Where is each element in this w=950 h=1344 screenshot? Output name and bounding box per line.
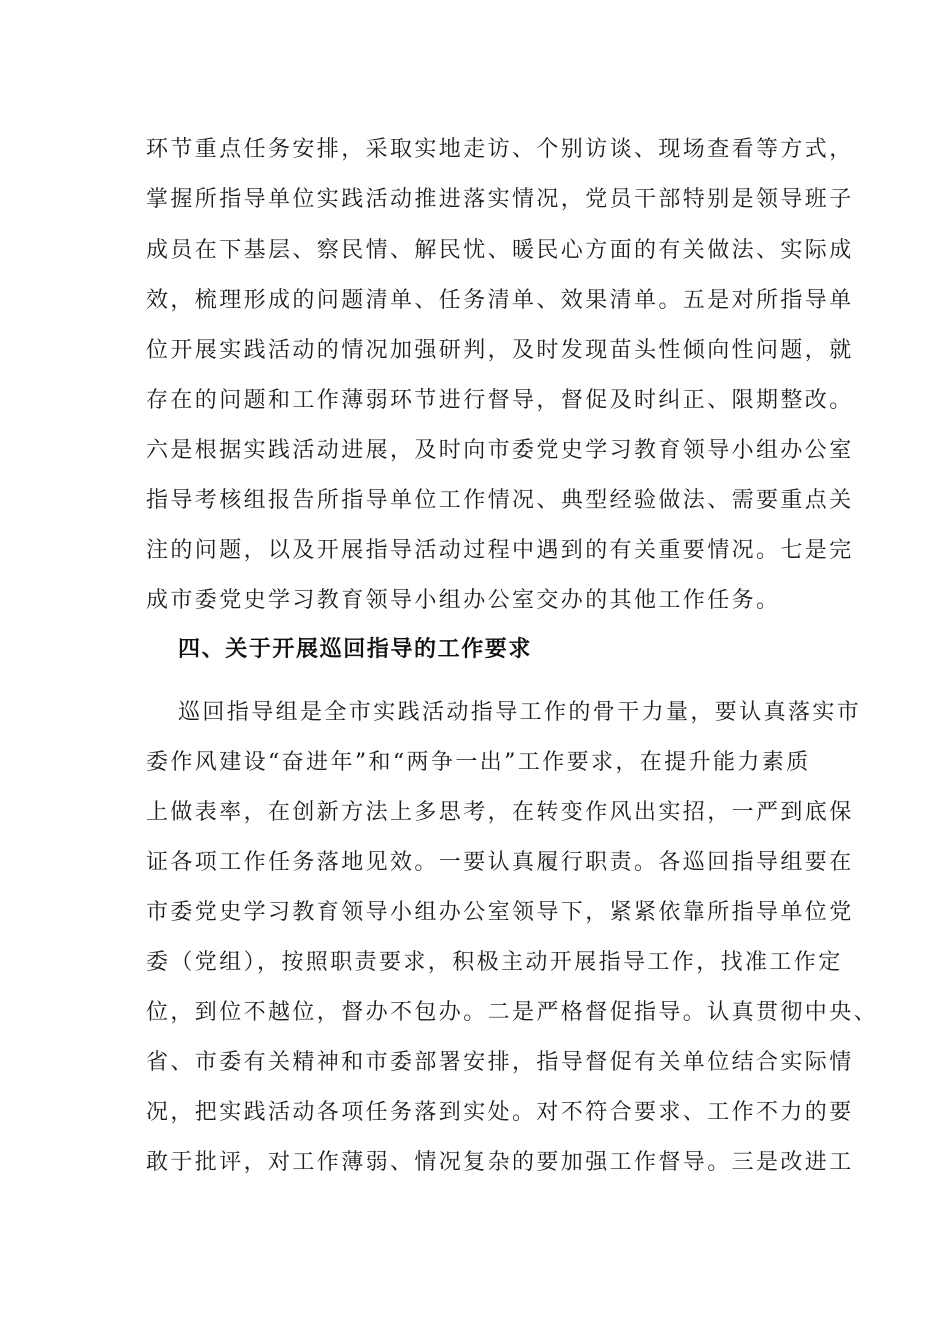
paragraph-line: 省、市委有关精神和市委部署安排，指导督促有关单位结合实际情 (146, 1050, 854, 1075)
paragraph-line: 指导考核组报告所指导单位工作情况、典型经验做法、需要重点关 (146, 488, 854, 513)
paragraph-line: 证各项工作任务落地见效。一要认真履行职责。各巡回指导组要在 (146, 850, 854, 875)
paragraph-line: 巡回指导组是全市实践活动指导工作的骨干力量，要认真落实市 (178, 700, 862, 725)
paragraph-line: 况，把实践活动各项任务落到实处。对不符合要求、工作不力的要 (146, 1100, 854, 1125)
section-heading: 四、关于开展巡回指导的工作要求 (178, 637, 533, 662)
paragraph-line: 六是根据实践活动进展，及时向市委党史学习教育领导小组办公室 (146, 438, 854, 463)
paragraph-line: 敢于批评，对工作薄弱、情况复杂的要加强工作督导。三是改进工 (146, 1150, 854, 1175)
paragraph-line: 注的问题，以及开展指导活动过程中遇到的有关重要情况。七是完 (146, 538, 854, 563)
paragraph-line: 位，到位不越位，督办不包办。二是严格督促指导。认真贯彻中央、 (146, 1000, 879, 1025)
paragraph-line: 成员在下基层、察民情、解民忧、暖民心方面的有关做法、实际成 (146, 238, 854, 263)
paragraph-line: 委（党组），按照职责要求，积极主动开展指导工作，找准工作定 (146, 950, 843, 975)
paragraph-line: 位开展实践活动的情况加强研判，及时发现苗头性倾向性问题，就 (146, 338, 854, 363)
paragraph-line: 效，梳理形成的问题清单、任务清单、效果清单。五是对所指导单 (146, 288, 854, 313)
paragraph-line: 成市委党史学习教育领导小组办公室交办的其他工作任务。 (146, 588, 781, 613)
paragraph-line: 委作风建设“奋进年”和“两争一出”工作要求，在提升能力素质 (146, 750, 811, 775)
paragraph-line: 存在的问题和工作薄弱环节进行督导，督促及时纠正、限期整改。 (146, 388, 854, 413)
paragraph-line: 环节重点任务安排，采取实地走访、个别访谈、现场查看等方式， (146, 137, 854, 162)
paragraph-line: 市委党史学习教育领导小组办公室领导下，紧紧依靠所指导单位党 (146, 900, 854, 925)
paragraph-line: 掌握所指导单位实践活动推进落实情况，党员干部特别是领导班子 (146, 187, 854, 212)
paragraph-line: 上做表率，在创新方法上多思考，在转变作风出实招，一严到底保 (146, 800, 854, 825)
